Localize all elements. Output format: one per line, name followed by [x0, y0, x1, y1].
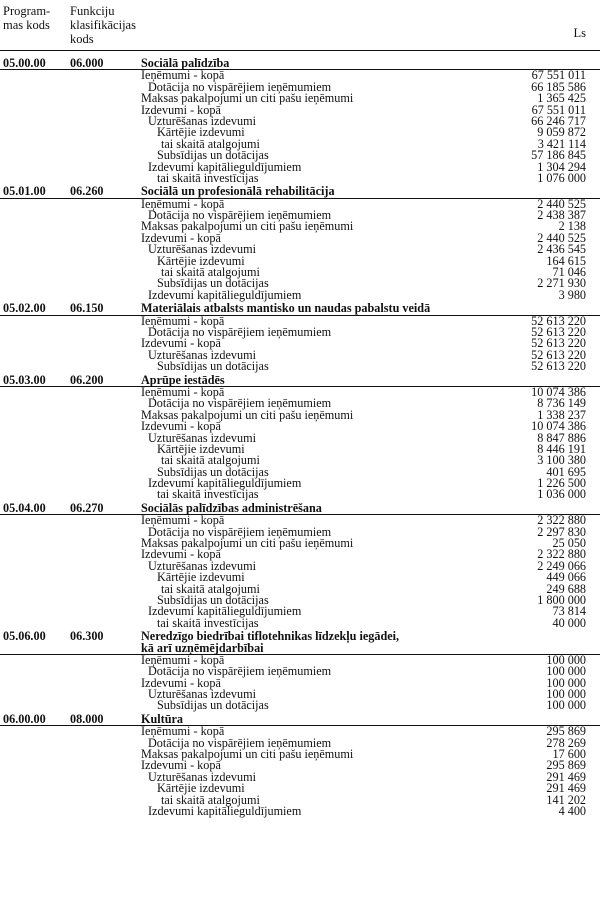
row-label: Ieņēmumi - kopā — [141, 513, 225, 528]
row-value: 52 613 220 — [531, 313, 586, 328]
table-row — [0, 221, 600, 232]
row-value: 71 046 — [552, 265, 586, 280]
table-row — [0, 170, 600, 185]
row-value: 57 186 845 — [531, 148, 586, 163]
row-value: 1 226 500 — [537, 476, 586, 491]
table-row — [0, 558, 600, 573]
row-label: Dotācija no vispārējiem ieņēmumiem — [148, 79, 332, 94]
program-code: 05.00.00 — [3, 56, 46, 70]
row-value: 25 050 — [552, 536, 586, 551]
row-value: 1 036 000 — [537, 487, 586, 502]
row-label: tai skaitā investīcijas — [157, 487, 259, 502]
row-label: Maksas pakalpojumi un citi pašu ieņēmumi — [141, 536, 354, 551]
table-row — [0, 769, 600, 784]
row-value: 2 440 525 — [537, 196, 586, 211]
function-code: 06.200 — [70, 372, 104, 387]
row-label: Maksas pakalpojumi un citi pašu ieņēmumi — [141, 219, 354, 234]
row-value: 100 000 — [546, 687, 586, 702]
section-title-row — [0, 58, 600, 70]
row-label: Uzturēšanas izdevumi — [148, 687, 256, 702]
section-title: Kultūra — [141, 711, 183, 726]
row-value: 278 269 — [546, 735, 586, 750]
row-value: 1 800 000 — [537, 592, 586, 607]
row-value: 52 613 220 — [531, 347, 586, 362]
table-row — [0, 749, 600, 760]
table-row — [0, 441, 600, 456]
row-value: 52 613 220 — [531, 336, 586, 351]
table-row — [0, 689, 600, 700]
row-label: Maksas pakalpojumi un citi pašu ieņēmumi — [141, 407, 354, 422]
row-value: 1 076 000 — [537, 170, 586, 185]
row-label: tai skaitā atalgojumi — [161, 792, 260, 807]
row-label: Uzturēšanas izdevumi — [148, 113, 256, 128]
row-value: 1 365 425 — [537, 91, 586, 106]
header-rule — [0, 50, 600, 51]
function-code: 06.150 — [70, 301, 104, 316]
row-label: Maksas pakalpojumi un citi pašu ieņēmumi — [141, 91, 354, 106]
row-value: 3 421 114 — [537, 136, 586, 151]
row-value: 2 249 066 — [537, 558, 586, 573]
table-row — [0, 253, 600, 268]
row-label: Uzturēšanas izdevumi — [148, 430, 256, 445]
program-code: 05.02.00 — [3, 301, 46, 316]
row-label: Izdevumi - kopā — [141, 547, 221, 562]
row-label: Dotācija no vispārējiem ieņēmumiem — [148, 524, 332, 539]
program-code: 06.00.00 — [3, 711, 46, 726]
row-value: 291 469 — [546, 781, 586, 796]
section-title: kā arī uzņēmējdarbībai — [141, 640, 264, 655]
row-label: Uzturēšanas izdevumi — [148, 242, 256, 257]
row-label: Ieņēmumi - kopā — [141, 68, 225, 83]
table-row — [0, 93, 600, 104]
section-title: Sociālās palīdzības administrēšana — [141, 500, 322, 515]
row-label: Dotācija no vispārējiem ieņēmumiem — [148, 324, 332, 339]
table-row — [0, 430, 600, 445]
table-row — [0, 606, 600, 617]
row-label: Izdevumi - kopā — [141, 758, 221, 773]
row-label: tai skaitā atalgojumi — [161, 136, 260, 151]
table-row — [0, 287, 600, 302]
program-code: 05.04.00 — [3, 500, 46, 515]
row-value: 66 185 586 — [531, 79, 586, 94]
row-value: 164 615 — [546, 253, 586, 268]
row-value: 2 440 525 — [537, 230, 586, 245]
table-row — [0, 455, 600, 466]
row-label: Izdevumi - kopā — [141, 230, 221, 245]
function-code: 06.260 — [70, 184, 104, 199]
row-value: 100 000 — [546, 652, 586, 667]
row-label: Kārtējie izdevumi — [157, 441, 245, 456]
row-value: 1 338 237 — [537, 407, 586, 422]
table-row — [0, 581, 600, 596]
row-label: Izdevumi kapitālieguldījumiem — [148, 604, 302, 619]
row-value: 295 869 — [546, 724, 586, 739]
row-value: 100 000 — [546, 698, 586, 713]
table-row — [0, 700, 600, 711]
program-code: 05.01.00 — [3, 184, 46, 199]
section-title-row — [0, 186, 600, 198]
row-value: 100 000 — [546, 664, 586, 679]
table-row — [0, 572, 600, 583]
table-row — [0, 361, 600, 372]
section-title-row — [0, 631, 600, 642]
row-value: 2 436 545 — [537, 242, 586, 257]
row-label: Izdevumi kapitālieguldījumiem — [148, 476, 302, 491]
row-label: Ieņēmumi - kopā — [141, 313, 225, 328]
section-title-row — [0, 303, 600, 315]
section-title-row — [0, 500, 600, 515]
row-value: 10 074 386 — [531, 419, 586, 434]
function-code-header-text: Funkciju klasifikācijas kods — [70, 4, 136, 46]
table-row — [0, 421, 600, 432]
row-label: Izdevumi - kopā — [141, 419, 221, 434]
row-label: Maksas pakalpojumi un citi pašu ieņēmumi — [141, 747, 354, 762]
row-value: 52 613 220 — [531, 359, 586, 374]
row-label: tai skaitā investīcijas — [157, 615, 259, 630]
row-value: 73 814 — [552, 604, 586, 619]
row-value: 291 469 — [546, 769, 586, 784]
row-value: 3 980 — [558, 287, 586, 302]
row-value: 9 059 872 — [537, 125, 586, 140]
section-title: Sociālā un profesionālā rehabilitācija — [141, 184, 335, 199]
row-label: Dotācija no vispārējiem ieņēmumiem — [148, 396, 332, 411]
table-row — [0, 489, 600, 500]
row-label: Subsīdijas un dotācijas — [157, 148, 269, 163]
row-value: 17 600 — [552, 747, 586, 762]
row-value: 3 100 380 — [537, 453, 586, 468]
section-title: Materiālais atbalsts mantisko un naudas pabalstu veidā — [141, 301, 431, 316]
row-value: 2 438 387 — [537, 208, 586, 223]
function-code: 08.000 — [70, 711, 104, 726]
table-row — [0, 113, 600, 128]
section-title: Sociālā palīdzība — [141, 56, 230, 70]
section-title: Aprūpe iestādēs — [141, 372, 225, 387]
row-value: 67 551 011 — [531, 102, 586, 117]
row-label: Ieņēmumi - kopā — [141, 196, 225, 211]
row-label: Dotācija no vispārējiem ieņēmumiem — [148, 208, 332, 223]
column-header-currency-unit: Ls — [573, 26, 586, 40]
row-value: 8 847 886 — [537, 430, 586, 445]
program-code: 05.06.00 — [3, 629, 46, 644]
row-label: Subsīdijas un dotācijas — [157, 276, 269, 291]
column-header-program-code — [3, 4, 50, 32]
table-row — [0, 127, 600, 138]
row-label: Uzturēšanas izdevumi — [148, 558, 256, 573]
row-label: Izdevumi kapitālieguldījumiem — [148, 287, 302, 302]
row-label: Izdevumi - kopā — [141, 336, 221, 351]
row-value: 401 695 — [546, 464, 586, 479]
row-value: 2 138 — [558, 219, 586, 234]
table-row — [0, 324, 600, 339]
table-row — [0, 478, 600, 489]
row-label: Kārtējie izdevumi — [157, 570, 245, 585]
row-label: Ieņēmumi - kopā — [141, 652, 225, 667]
row-value: 2 297 830 — [537, 524, 586, 539]
row-label: Izdevumi - kopā — [141, 675, 221, 690]
program-code: 05.03.00 — [3, 372, 46, 387]
row-label: Uzturēšanas izdevumi — [148, 769, 256, 784]
program-code-header-text: Program- mas kods — [3, 4, 51, 32]
table-row — [0, 244, 600, 255]
row-value: 4 400 — [558, 804, 586, 818]
section-title-row — [0, 711, 600, 726]
table-row — [0, 615, 600, 630]
table-row — [0, 407, 600, 422]
row-label: tai skaitā atalgojumi — [161, 265, 260, 280]
table-row — [0, 347, 600, 362]
row-label: Kārtējie izdevumi — [157, 781, 245, 796]
row-value: 1 304 294 — [537, 159, 586, 174]
row-value: 2 322 880 — [537, 513, 586, 528]
row-label: Ieņēmumi - kopā — [141, 384, 225, 399]
row-label: Izdevumi kapitālieguldījumiem — [148, 804, 302, 818]
row-label: Izdevumi - kopā — [141, 102, 221, 117]
row-value: 249 688 — [546, 581, 586, 596]
table-row — [0, 675, 600, 690]
table-row — [0, 338, 600, 349]
row-value: 2 322 880 — [537, 547, 586, 562]
table-row — [0, 783, 600, 794]
function-code: 06.000 — [70, 56, 104, 70]
row-label: Kārtējie izdevumi — [157, 253, 245, 268]
row-value: 100 000 — [546, 675, 586, 690]
table-row — [0, 538, 600, 549]
table-row — [0, 267, 600, 278]
row-value: 52 613 220 — [531, 324, 586, 339]
row-value: 141 202 — [546, 792, 586, 807]
row-label: Ieņēmumi - kopā — [141, 724, 225, 739]
row-label: Dotācija no vispārējiem ieņēmumiem — [148, 664, 332, 679]
row-label: Dotācija no vispārējiem ieņēmumiem — [148, 735, 332, 750]
row-label: Kārtējie izdevumi — [157, 125, 245, 140]
table-row — [0, 806, 600, 817]
row-label: Subsīdijas un dotācijas — [157, 698, 269, 713]
function-code: 06.270 — [70, 500, 104, 515]
row-value: 67 551 011 — [531, 68, 586, 83]
row-label: tai skaitā atalgojumi — [161, 453, 260, 468]
table-row — [0, 230, 600, 245]
row-value: 8 736 149 — [537, 396, 586, 411]
table-row — [0, 666, 600, 677]
table-row — [0, 136, 600, 151]
row-label: Subsīdijas un dotācijas — [157, 592, 269, 607]
section-title-row — [0, 640, 600, 655]
budget-table-body — [0, 58, 600, 817]
row-value: 40 000 — [552, 615, 586, 630]
row-value: 8 446 191 — [537, 441, 586, 456]
row-value: 449 066 — [546, 570, 586, 585]
row-value: 10 074 386 — [531, 384, 586, 399]
function-code: 06.300 — [70, 629, 104, 644]
row-label: Izdevumi kapitālieguldījumiem — [148, 159, 302, 174]
row-value: 295 869 — [546, 758, 586, 773]
section-title-row — [0, 372, 600, 387]
row-label: tai skaitā investīcijas — [157, 170, 259, 185]
row-label: Subsīdijas un dotācijas — [157, 359, 269, 374]
table-row — [0, 549, 600, 560]
section-title: Neredzīgo biedrībai tiflotehnikas līdzekļu iegādei, — [141, 629, 400, 644]
column-header-function-code — [70, 4, 136, 46]
row-label: tai skaitā atalgojumi — [161, 581, 260, 596]
row-value: 2 271 930 — [537, 276, 586, 291]
row-value: 66 246 717 — [531, 113, 586, 128]
table-row — [0, 760, 600, 771]
row-label: Subsīdijas un dotācijas — [157, 464, 269, 479]
row-label: Uzturēšanas izdevumi — [148, 347, 256, 362]
table-row — [0, 102, 600, 117]
table-row — [0, 159, 600, 174]
